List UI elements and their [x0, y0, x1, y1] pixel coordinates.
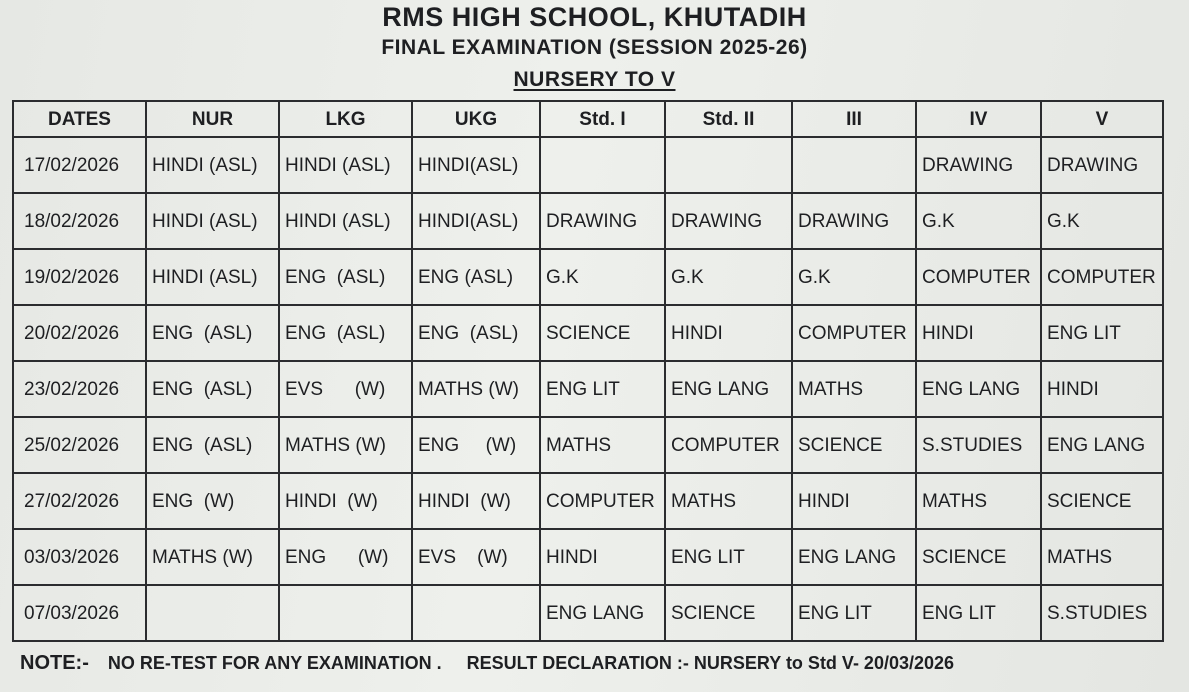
- subject-cell-std-2: COMPUTER: [665, 417, 792, 473]
- table-row: [13, 585, 1163, 641]
- subject-cell-lkg: EVS (W): [279, 361, 412, 417]
- date-cell: 07/03/2026: [13, 585, 146, 641]
- subject-cell-std-5: COMPUTER: [1041, 249, 1163, 305]
- subject-cell-std-5: ENG LANG: [1041, 417, 1163, 473]
- subject-cell-lkg: HINDI (W): [279, 473, 412, 529]
- subject-cell-std-2: G.K: [665, 249, 792, 305]
- subject-cell-std-1: HINDI: [540, 529, 665, 585]
- subject-cell-nur: ENG (W): [146, 473, 279, 529]
- table-row: [13, 193, 1163, 249]
- subject-cell-nur: [146, 585, 279, 641]
- subject-cell-std-3: HINDI: [792, 473, 916, 529]
- date-cell: 25/02/2026: [13, 417, 146, 473]
- subject-cell-nur: MATHS (W): [146, 529, 279, 585]
- subject-cell-ukg: MATHS (W): [412, 361, 540, 417]
- table-row: [13, 473, 1163, 529]
- subject-cell-std-3: COMPUTER: [792, 305, 916, 361]
- subject-cell-ukg: HINDI(ASL): [412, 193, 540, 249]
- subject-cell-ukg: ENG (ASL): [412, 305, 540, 361]
- subject-cell-std-4: MATHS: [916, 473, 1041, 529]
- subject-cell-lkg: HINDI (ASL): [279, 193, 412, 249]
- subject-cell-ukg: ENG (W): [412, 417, 540, 473]
- column-header-std-2: Std. II: [665, 101, 792, 137]
- subject-cell-std-2: SCIENCE: [665, 585, 792, 641]
- subject-cell-lkg: ENG (ASL): [279, 249, 412, 305]
- subject-cell-std-4: ENG LANG: [916, 361, 1041, 417]
- result-declaration: RESULT DECLARATION :- NURSERY to Std V- 20/03/2026: [466, 653, 955, 673]
- subject-cell-std-4: ENG LIT: [916, 585, 1041, 641]
- subject-cell-std-2: ENG LANG: [665, 361, 792, 417]
- subject-cell-std-1: COMPUTER: [540, 473, 665, 529]
- subject-cell-nur: HINDI (ASL): [146, 137, 279, 193]
- column-header-std-1: Std. I: [540, 101, 665, 137]
- subject-cell-std-3: ENG LIT: [792, 585, 916, 641]
- subject-cell-ukg: HINDI(ASL): [412, 137, 540, 193]
- date-cell: 23/02/2026: [13, 361, 146, 417]
- subject-cell-std-4: DRAWING: [916, 137, 1041, 193]
- subject-cell-std-1: G.K: [540, 249, 665, 305]
- date-cell: 19/02/2026: [13, 249, 146, 305]
- subject-cell-std-3: MATHS: [792, 361, 916, 417]
- subject-cell-std-4: HINDI: [916, 305, 1041, 361]
- subject-cell-nur: HINDI (ASL): [146, 193, 279, 249]
- date-cell: 20/02/2026: [13, 305, 146, 361]
- subject-cell-std-2: ENG LIT: [665, 529, 792, 585]
- column-header-std-5: V: [1041, 101, 1163, 137]
- subject-cell-std-3: ENG LANG: [792, 529, 916, 585]
- column-header-dates: DATES: [13, 101, 146, 137]
- subject-cell-lkg: HINDI (ASL): [279, 137, 412, 193]
- subject-cell-std-1: MATHS: [540, 417, 665, 473]
- subject-cell-std-1: ENG LIT: [540, 361, 665, 417]
- subject-cell-std-5: DRAWING: [1041, 137, 1163, 193]
- subject-cell-ukg: HINDI (W): [412, 473, 540, 529]
- subject-cell-std-5: MATHS: [1041, 529, 1163, 585]
- subject-cell-std-3: [792, 137, 916, 193]
- subject-cell-std-1: [540, 137, 665, 193]
- subject-cell-std-3: SCIENCE: [792, 417, 916, 473]
- exam-timetable: [12, 100, 1164, 642]
- header-row: [13, 101, 1163, 137]
- subject-cell-ukg: [412, 585, 540, 641]
- subject-cell-std-2: DRAWING: [665, 193, 792, 249]
- subject-cell-nur: HINDI (ASL): [146, 249, 279, 305]
- table-row: [13, 137, 1163, 193]
- table-row: [13, 529, 1163, 585]
- subject-cell-std-5: G.K: [1041, 193, 1163, 249]
- subject-cell-std-4: SCIENCE: [916, 529, 1041, 585]
- subject-cell-std-5: SCIENCE: [1041, 473, 1163, 529]
- subject-cell-std-2: HINDI: [665, 305, 792, 361]
- subject-cell-lkg: ENG (W): [279, 529, 412, 585]
- subject-cell-nur: ENG (ASL): [146, 305, 279, 361]
- table-row: [13, 305, 1163, 361]
- subject-cell-std-3: DRAWING: [792, 193, 916, 249]
- column-header-lkg: LKG: [279, 101, 412, 137]
- table-row: [13, 249, 1163, 305]
- subject-cell-std-1: SCIENCE: [540, 305, 665, 361]
- exam-title: FINAL EXAMINATION (SESSION 2025-26): [381, 36, 808, 59]
- subject-cell-std-4: COMPUTER: [916, 249, 1041, 305]
- class-range: [0, 68, 1189, 92]
- subject-cell-ukg: ENG (ASL): [412, 249, 540, 305]
- column-header-std-3: III: [792, 101, 916, 137]
- column-header-ukg: UKG: [412, 101, 540, 137]
- subject-cell-std-2: [665, 137, 792, 193]
- footer-note: [20, 652, 954, 675]
- subject-cell-std-4: G.K: [916, 193, 1041, 249]
- date-cell: 27/02/2026: [13, 473, 146, 529]
- note-text: NO RE-TEST FOR ANY EXAMINATION .: [107, 653, 442, 673]
- subject-cell-std-1: DRAWING: [540, 193, 665, 249]
- date-cell: 17/02/2026: [13, 137, 146, 193]
- note-label: NOTE:-: [20, 652, 89, 674]
- subject-cell-lkg: MATHS (W): [279, 417, 412, 473]
- table-row: [13, 417, 1163, 473]
- class-range-text: NURSERY TO V: [513, 68, 676, 91]
- subject-cell-std-3: G.K: [792, 249, 916, 305]
- subject-cell-nur: ENG (ASL): [146, 361, 279, 417]
- subject-cell-ukg: EVS (W): [412, 529, 540, 585]
- subject-cell-std-5: S.STUDIES: [1041, 585, 1163, 641]
- column-header-nur: NUR: [146, 101, 279, 137]
- subject-cell-lkg: ENG (ASL): [279, 305, 412, 361]
- subject-cell-std-1: ENG LANG: [540, 585, 665, 641]
- subject-cell-std-5: ENG LIT: [1041, 305, 1163, 361]
- subject-cell-nur: ENG (ASL): [146, 417, 279, 473]
- column-header-std-4: IV: [916, 101, 1041, 137]
- subject-cell-std-5: HINDI: [1041, 361, 1163, 417]
- date-cell: 18/02/2026: [13, 193, 146, 249]
- date-cell: 03/03/2026: [13, 529, 146, 585]
- subject-cell-std-2: MATHS: [665, 473, 792, 529]
- subject-cell-lkg: [279, 585, 412, 641]
- school-name: RMS HIGH SCHOOL, KHUTADIH: [382, 2, 807, 32]
- subject-cell-std-4: S.STUDIES: [916, 417, 1041, 473]
- table-row: [13, 361, 1163, 417]
